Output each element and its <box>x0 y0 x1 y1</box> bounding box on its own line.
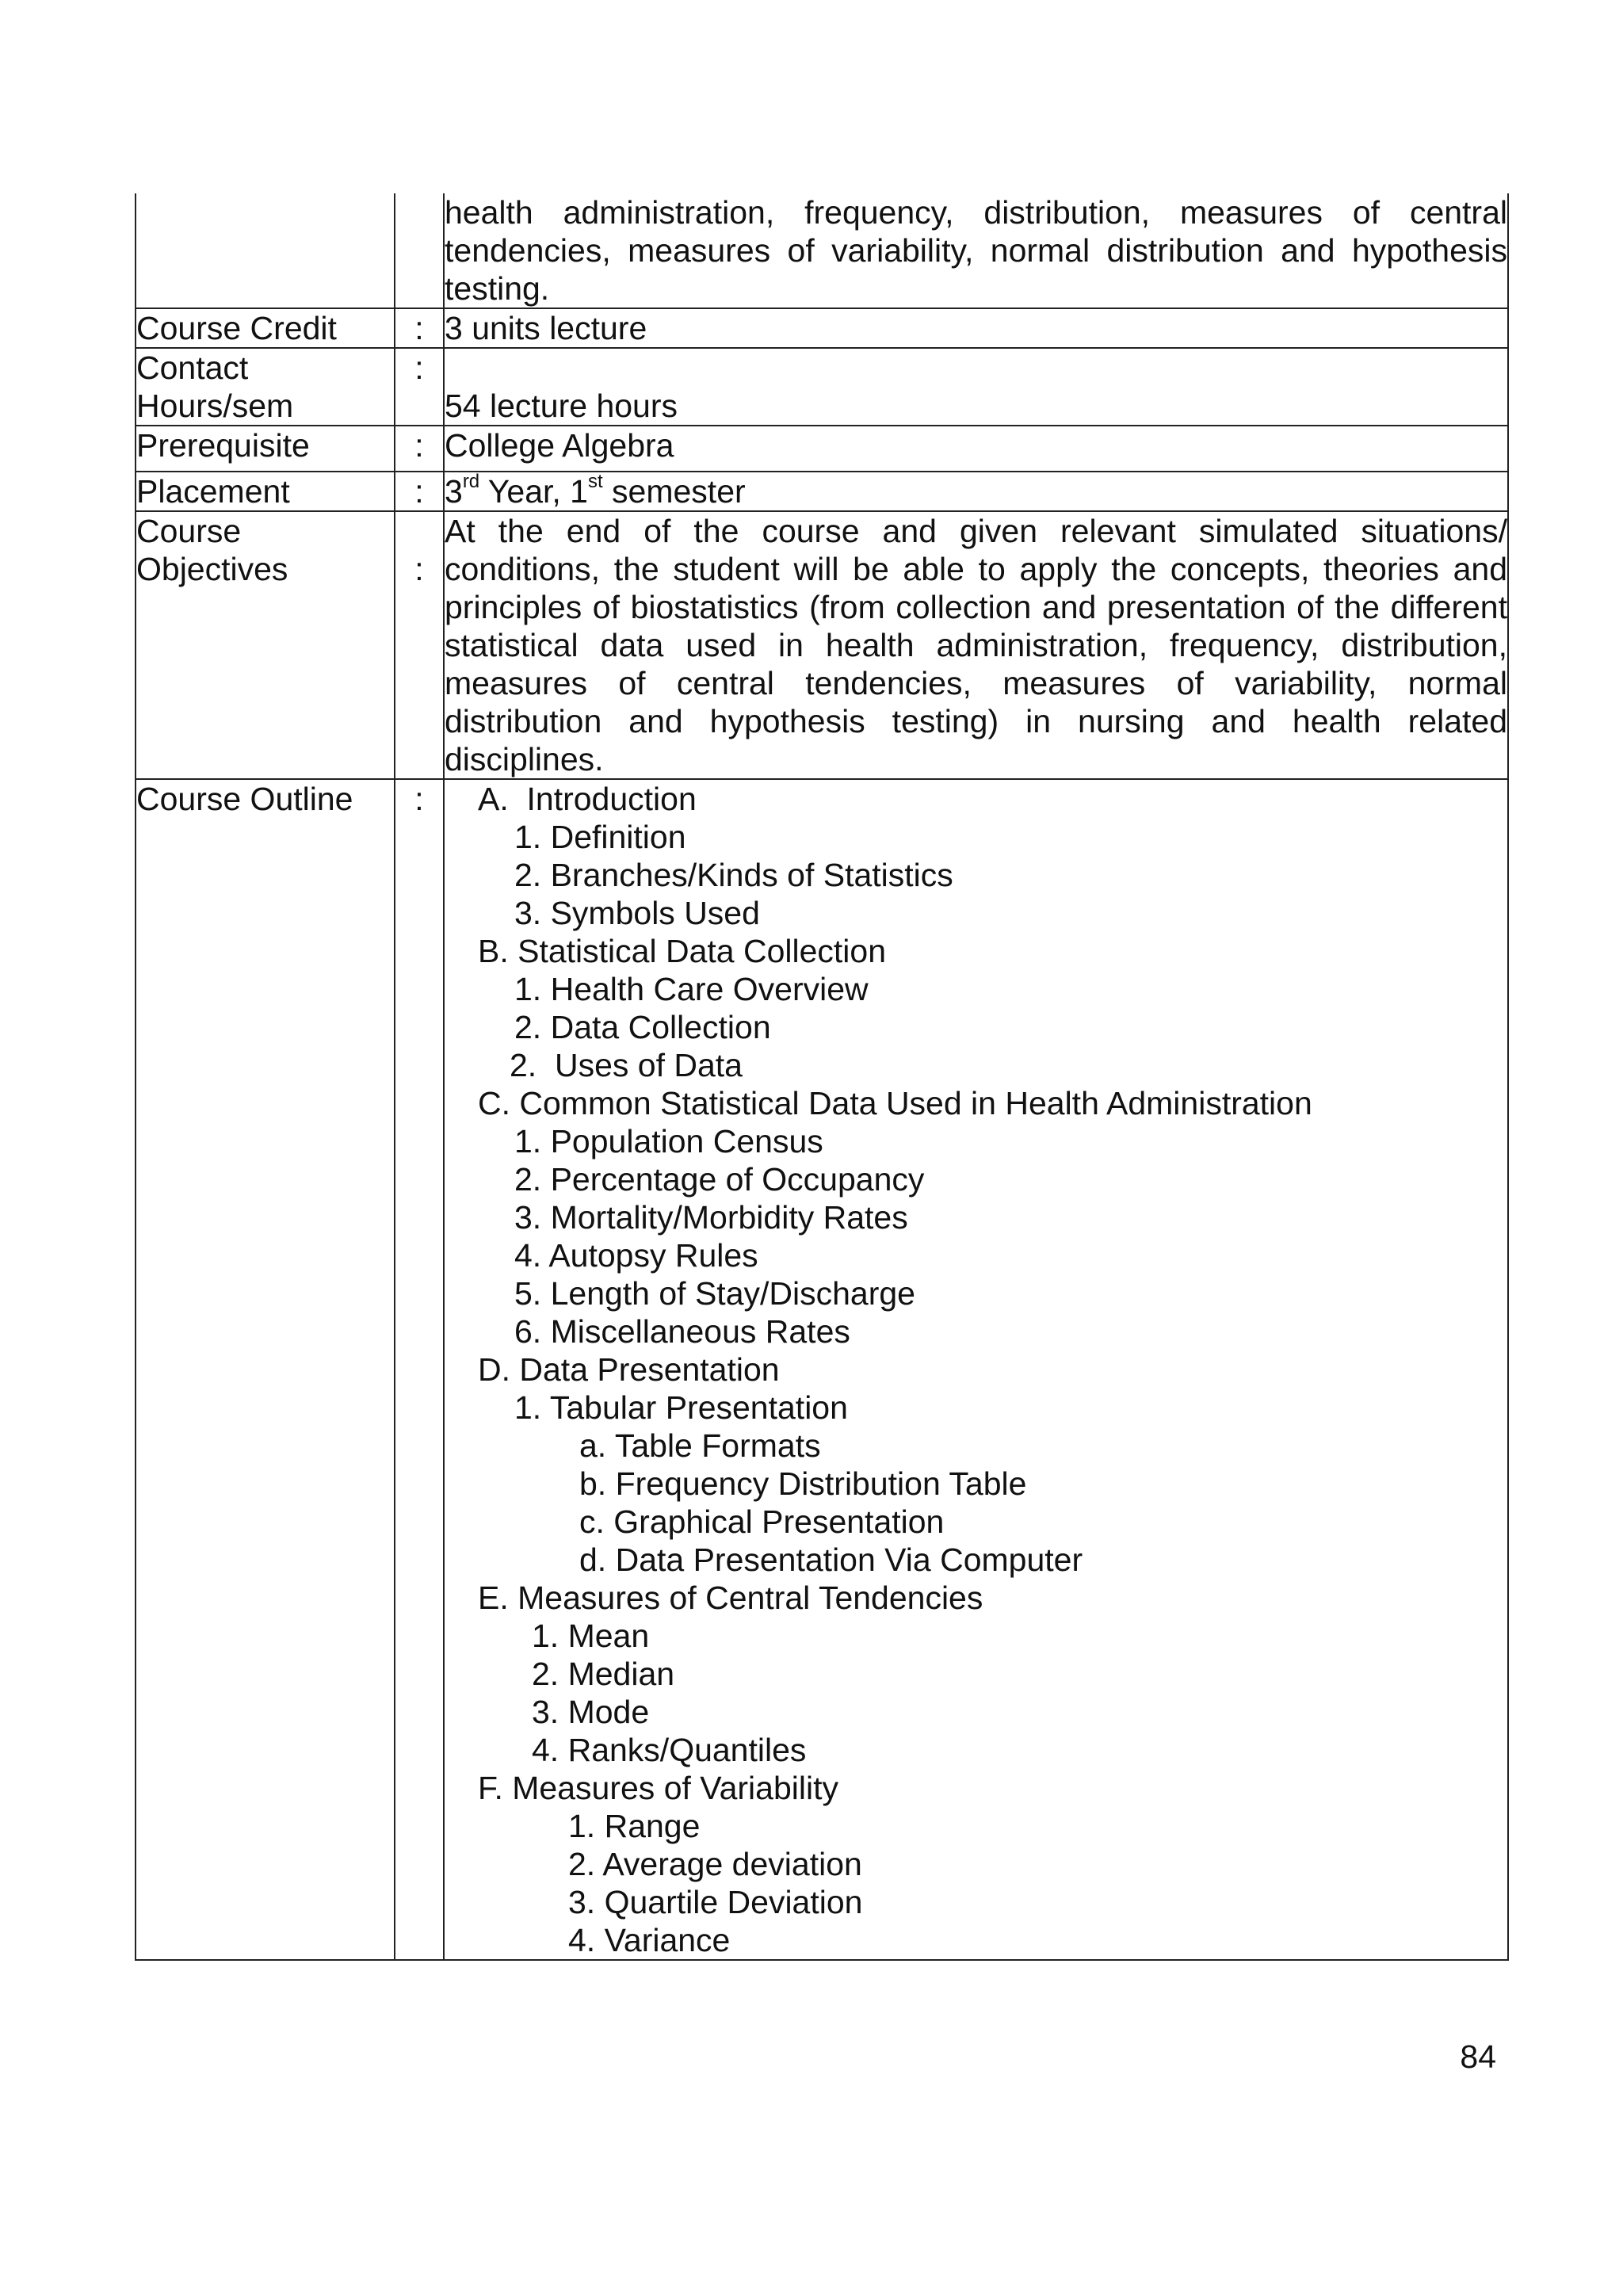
outline-subitem: a. Table Formats <box>579 1427 821 1464</box>
outline-item: 3. Mortality/Morbidity Rates <box>514 1199 908 1236</box>
course-outline-row <box>136 779 1508 1960</box>
continued-description: health administration, frequency, distribution, measures of central tendencies, measures of variability, normal distribution and hypothesis testing. <box>445 194 1507 307</box>
placement-label: Placement <box>136 472 395 511</box>
course-outline-label: Course Outline <box>136 779 395 1960</box>
prerequisite-row <box>136 426 1508 472</box>
outline-item: 6. Miscellaneous Rates <box>514 1313 850 1350</box>
outline-item: 3. Quartile Deviation <box>568 1884 863 1920</box>
course-objectives-value: At the end of the course and given relevant simulated situations/ conditions, the student will be able to apply the concepts, theories and principles of biostatistics (from collection and presentation of the different statistical data used in health administration, frequency, distribution, measures of central tendencies, measures of variability, normal distribution and hypothesis testing) in nursing and health related disciplines. <box>445 513 1507 777</box>
outline-item: 2. Average deviation <box>568 1846 862 1882</box>
outline-item: 1. Mean <box>532 1618 650 1654</box>
contact-hours-label: Contact Hours/sem <box>136 348 395 426</box>
year-word: Year, <box>479 473 571 510</box>
outline-item: 2. Median <box>532 1656 675 1692</box>
outline-item: 2. Data Collection <box>514 1009 771 1045</box>
colon: : <box>395 308 444 348</box>
outline-item: 3. Symbols Used <box>514 895 760 931</box>
prerequisite-value: College Algebra <box>444 426 1508 472</box>
placement-row <box>136 472 1508 511</box>
outline-item: 2. Uses of Data <box>510 1047 743 1083</box>
outline-item: 1. Tabular Presentation <box>514 1389 848 1426</box>
outline-section-b: B. Statistical Data Collection <box>478 933 887 969</box>
empty-label-cell <box>136 193 395 308</box>
outline-item: 1. Range <box>568 1808 701 1844</box>
colon-cell <box>395 511 444 779</box>
colon: : <box>395 426 444 472</box>
outline-item: 1. Population Census <box>514 1123 823 1159</box>
outline-item: 2. Branches/Kinds of Statistics <box>514 857 953 893</box>
outline-section-d: D. Data Presentation <box>478 1351 780 1388</box>
outline-item: 4. Ranks/Quantiles <box>532 1732 807 1768</box>
year-ordinal: rd <box>462 471 480 493</box>
outline-subitem: b. Frequency Distribution Table <box>579 1465 1027 1502</box>
course-credit-label: Course Credit <box>136 308 395 348</box>
contact-hours-row <box>136 348 1508 426</box>
outline-item: 5. Length of Stay/Discharge <box>514 1275 915 1312</box>
course-credit-value: 3 units lecture <box>444 308 1508 348</box>
year-number: 3 <box>445 473 463 510</box>
colon: : <box>395 779 444 1960</box>
placement-value <box>444 472 1508 511</box>
semester-number: 1 <box>570 473 588 510</box>
course-objectives-label: Course Objectives <box>136 511 395 779</box>
outline-item: 3. Mode <box>532 1694 650 1730</box>
outline-section-a: A. Introduction <box>478 781 697 817</box>
outline-section-f: F. Measures of Variability <box>478 1770 838 1806</box>
course-objectives-row <box>136 511 1508 779</box>
course-outline-list <box>444 779 1508 1960</box>
outline-item: 1. Definition <box>514 819 686 855</box>
outline-subitem: d. Data Presentation Via Computer <box>579 1541 1083 1578</box>
outline-section-c: C. Common Statistical Data Used in Health Administration <box>478 1085 1312 1121</box>
outline-subitem: c. Graphical Presentation <box>579 1503 945 1540</box>
colon: : <box>414 551 424 587</box>
contact-hours-value: 54 lecture hours <box>445 388 678 424</box>
semester-ordinal: st <box>587 471 603 493</box>
outline-section-e: E. Measures of Central Tendencies <box>478 1580 983 1616</box>
course-syllabus-table <box>135 193 1509 1961</box>
colon: : <box>395 348 444 426</box>
outline-item: 2. Percentage of Occupancy <box>514 1161 925 1198</box>
empty-colon-cell <box>395 193 444 308</box>
outline-item: 4. Variance <box>568 1922 731 1958</box>
semester-word: semester <box>602 473 746 510</box>
page-number: 84 <box>1460 2038 1496 2075</box>
continued-description-row <box>136 193 1508 308</box>
outline-item: 4. Autopsy Rules <box>514 1237 758 1274</box>
outline-item: 1. Health Care Overview <box>514 971 869 1007</box>
course-credit-row <box>136 308 1508 348</box>
prerequisite-label: Prerequisite <box>136 426 395 472</box>
colon: : <box>395 472 444 511</box>
contact-hours-value-cell <box>444 348 1508 426</box>
